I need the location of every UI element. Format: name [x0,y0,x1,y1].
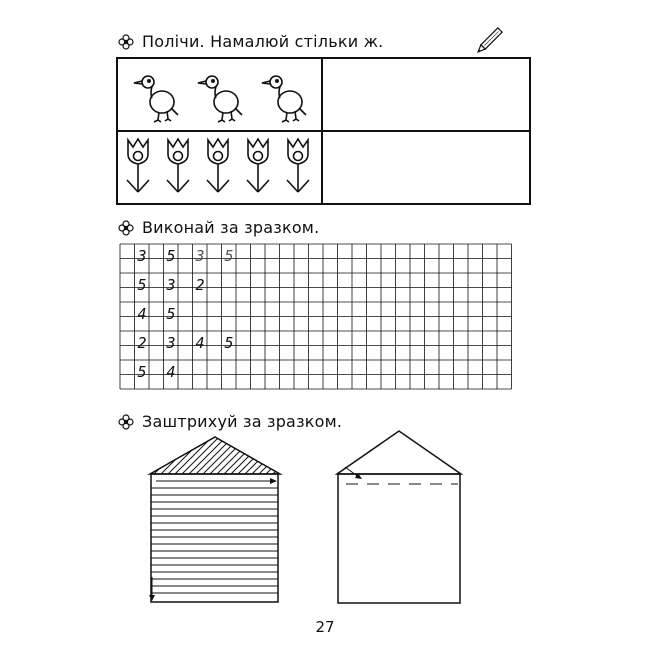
digit-sample: 4 [137,305,147,323]
flower-icon [167,139,189,192]
house-sample [70,434,348,602]
bird-icon [262,76,306,122]
flowers-group [127,139,309,192]
task-1-text: Полічи. Намалюй стільки ж. [142,32,384,51]
digit-sample: 3 [166,334,176,352]
flower-icon [127,139,149,192]
draw-area-flowers[interactable] [326,135,526,200]
digit-sample: 3 [195,247,205,265]
house-to-shade[interactable] [337,431,461,603]
bird-icon [198,76,242,122]
digit-sample: 5 [137,363,147,381]
bird-icon [134,76,178,122]
flower-icon [287,139,309,192]
digit-sample: 3 [137,247,147,265]
digit-sample: 5 [224,247,234,265]
wall-hatching [151,488,278,593]
digit-sample: 3 [166,276,176,294]
task-2-text: Виконай за зразком. [142,218,320,237]
digit-sample: 2 [195,276,205,294]
pencil-icon [476,28,502,54]
flower-icon [207,139,229,192]
birds-group [134,76,306,122]
draw-area-birds[interactable] [326,62,526,127]
digit-sample: 4 [195,334,205,352]
digit-sample: 4 [166,363,176,381]
digit-sample: 5 [137,276,147,294]
digit-sample: 5 [166,305,176,323]
task-3-text: Заштрихуй за зразком. [142,412,343,431]
flower-icon [247,139,269,192]
digit-sample: 2 [137,334,147,352]
page-number: 27 [315,618,335,636]
digit-sample: 5 [166,247,176,265]
digit-sample: 5 [224,334,234,352]
